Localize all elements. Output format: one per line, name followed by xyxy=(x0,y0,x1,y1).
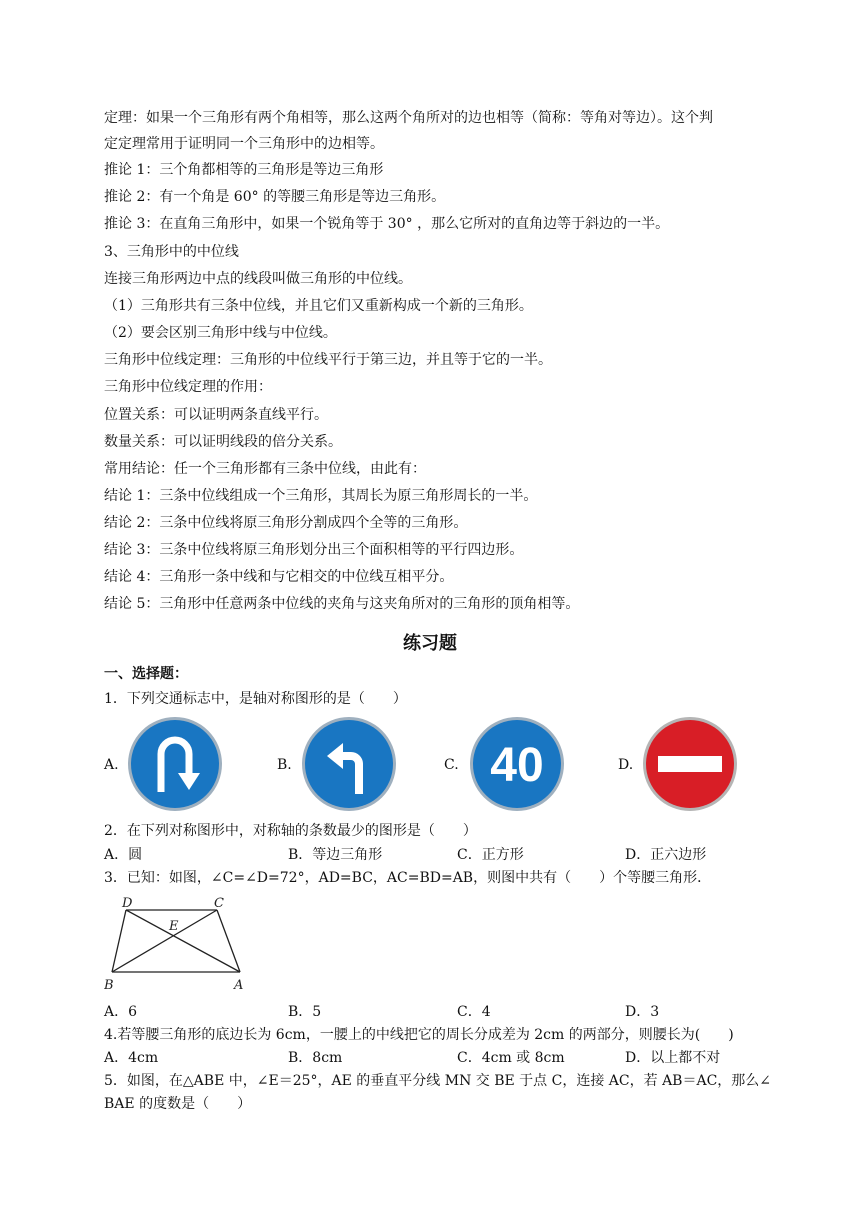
q2-option-d: D．正六边形 xyxy=(625,847,707,863)
corollary-2: 推论 2：有一个角是 60° 的等腰三角形是等边三角形。 xyxy=(104,189,446,205)
conclusion-3: 结论 3：三条中位线将原三角形划分出三个面积相等的平行四边形。 xyxy=(104,542,524,558)
q1-option-a-label: A. xyxy=(104,757,119,773)
exercise-title: 练习题 xyxy=(403,633,457,654)
turn-left-sign-icon xyxy=(301,716,397,812)
q2-option-c: C．正方形 xyxy=(457,847,524,863)
no-entry-sign-icon xyxy=(642,716,738,812)
figure-label-e: E xyxy=(169,919,179,934)
figure-label-d: D xyxy=(122,896,133,911)
heading-midline: 3、三角形中的中位线 xyxy=(104,244,239,260)
midline-point-2: （2）要会区别三角形中线与中位线。 xyxy=(104,325,337,341)
question-2-stem: 2．在下列对称图形中，对称轴的条数最少的图形是（ ） xyxy=(104,823,477,839)
q3-option-b: B．5 xyxy=(288,1004,322,1020)
q2-option-a: A．圆 xyxy=(104,847,143,863)
speed-40-sign-icon xyxy=(469,716,565,812)
common-conclusion: 常用结论：任一个三角形都有三条中位线，由此有： xyxy=(104,461,426,477)
conclusion-5: 结论 5：三角形中任意两条中位线的夹角与这夹角所对的三角形的顶角相等。 xyxy=(104,596,580,612)
midline-point-1: （1）三角形共有三条中位线，并且它们又重新构成一个新的三角形。 xyxy=(104,298,533,314)
question-5-line-1: 5．如图，在△ABE 中，∠E＝25°，AE 的垂直平分线 MN 交 BE 于点 C，连接 AC，若 AB＝AC，那么∠ xyxy=(104,1073,772,1089)
quantity-relation: 数量关系：可以证明线段的倍分关系。 xyxy=(104,434,342,450)
question-1-stem: 1．下列交通标志中，是轴对称图形的是（ ） xyxy=(104,691,407,707)
u-turn-sign-icon xyxy=(127,716,223,812)
midline-theorem: 三角形中位线定理：三角形的中位线平行于第三边，并且等于它的一半。 xyxy=(104,352,552,368)
midline-definition: 连接三角形两边中点的线段叫做三角形的中位线。 xyxy=(104,271,412,287)
theorem-line-1: 定理：如果一个三角形有两个角相等，那么这两个角所对的边也相等（简称：等角对等边）。这个判 xyxy=(104,110,713,126)
theorem-line-2: 定定理常用于证明同一个三角形中的边相等。 xyxy=(104,136,384,152)
conclusion-2: 结论 2：三条中位线将原三角形分割成四个全等的三角形。 xyxy=(104,515,468,531)
speed-40-text: 40 xyxy=(490,739,544,792)
q1-option-b-label: B. xyxy=(277,757,292,773)
question-4-stem: 4.若等腰三角形的底边长为 6cm，一腰上的中线把它的周长分成差为 2cm 的两部分，则腰长为( ) xyxy=(104,1027,734,1043)
q3-option-d: D．3 xyxy=(625,1004,660,1020)
q4-option-b: B．8cm xyxy=(288,1050,343,1066)
position-relation: 位置关系：可以证明两条直线平行。 xyxy=(104,407,328,423)
question-3-stem: 3．已知：如图，∠C=∠D=72°，AD=BC，AC=BD=AB，则图中共有（ ）个等腰三角形． xyxy=(104,870,712,886)
q4-option-d: D．以上都不对 xyxy=(625,1050,721,1066)
q3-option-a: A．6 xyxy=(104,1004,138,1020)
q1-option-c-label: C. xyxy=(444,757,459,773)
conclusion-1: 结论 1：三条中位线组成一个三角形，其周长为原三角形周长的一半。 xyxy=(104,488,538,504)
section-multiple-choice: 一、选择题： xyxy=(104,666,188,682)
corollary-1: 推论 1：三个角都相等的三角形是等边三角形 xyxy=(104,162,384,178)
figure-label-a: A xyxy=(234,978,244,993)
q4-option-a: A．4cm xyxy=(104,1050,159,1066)
midline-theorem-use: 三角形中位线定理的作用： xyxy=(104,379,272,395)
corollary-3: 推论 3：在直角三角形中，如果一个锐角等于 30° ，那么它所对的直角边等于斜边的一半。 xyxy=(104,216,670,232)
conclusion-4: 结论 4：三角形一条中线和与它相交的中位线互相平分。 xyxy=(104,569,454,585)
figure-label-c: C xyxy=(214,896,224,911)
figure-label-b: B xyxy=(104,978,114,993)
q4-option-c: C．4cm 或 8cm xyxy=(457,1050,565,1066)
q1-option-d-label: D. xyxy=(618,757,634,773)
q3-option-c: C．4 xyxy=(457,1004,491,1020)
trapezoid-figure xyxy=(104,894,254,994)
q2-option-b: B．等边三角形 xyxy=(288,847,383,863)
question-5-line-2: BAE 的度数是（ ） xyxy=(104,1096,252,1112)
